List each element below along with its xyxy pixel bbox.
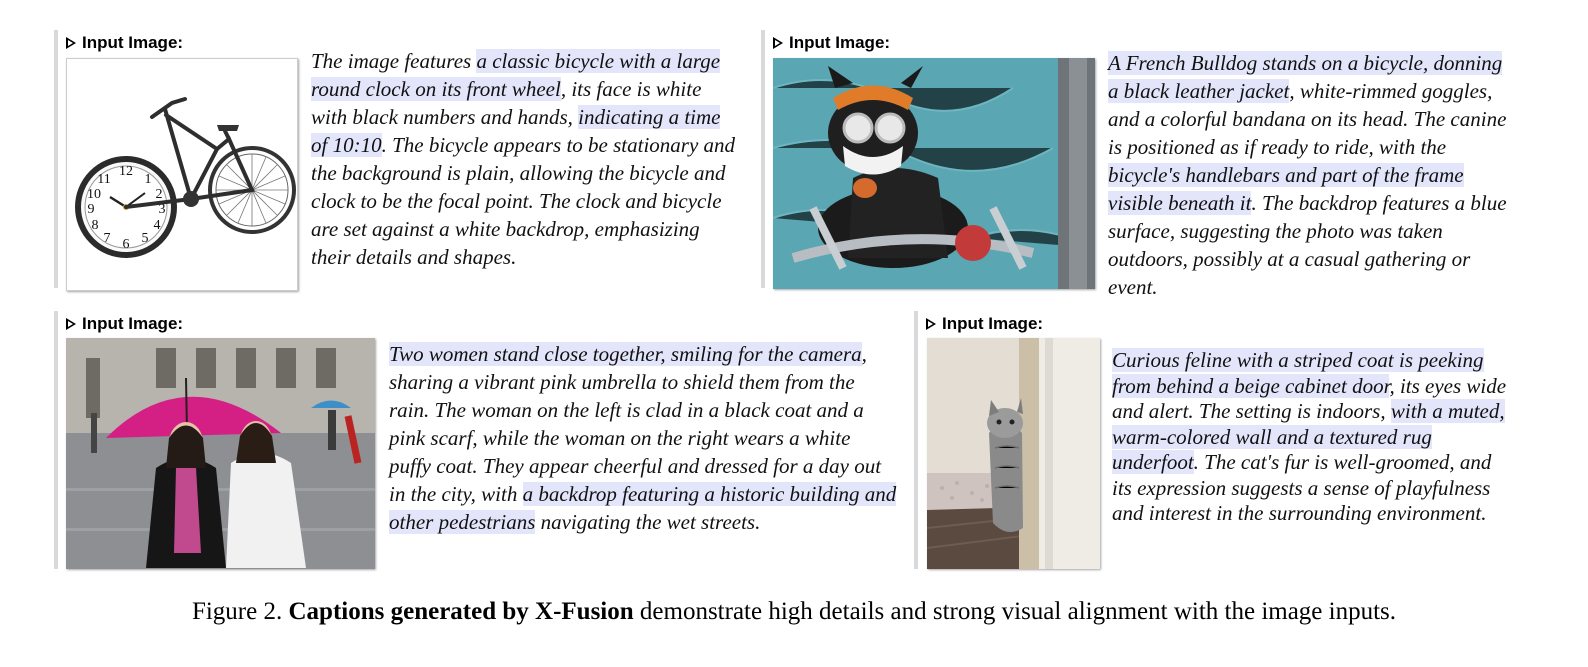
caption-segment: . The cat's fur is well-groomed, and its expression suggests a sense of playfulness and interest in the surrounding environment.: [1112, 450, 1492, 525]
svg-text:11: 11: [97, 172, 111, 187]
svg-text:5: 5: [141, 231, 149, 246]
caption-segment: . The bicycle appears to be stationary and the background is plain, allowing the bicycle and clock to be the focal point. The clock and bicycle are set against a white backdrop, emphasizing their details and shapes.: [311, 133, 736, 269]
caption-french-bulldog: [1108, 49, 1518, 301]
input-image-clock-bicycle: [66, 58, 298, 291]
svg-text:4: 4: [153, 218, 161, 233]
figure-caption-text: demonstrate high details and strong visual alignment with the image inputs.: [639, 598, 1397, 625]
caption-highlight: with a muted, warm-colored wall and a textured rug underfoot: [1112, 399, 1505, 474]
caption-segment: , its eyes wide and alert. The setting is indoors,: [1112, 373, 1507, 423]
caption-highlight: indicating a time of 10:10: [311, 105, 721, 157]
svg-text:10: 10: [87, 187, 101, 202]
caption-highlight: a classic bicycle with a large round clock on its front wheel: [311, 49, 721, 101]
input-image-label: Input Image:: [66, 33, 183, 53]
play-triangle-icon: [66, 37, 76, 49]
play-triangle-icon: [926, 318, 936, 330]
svg-text:7: 7: [103, 231, 111, 246]
caption-women-umbrella: [389, 340, 897, 536]
input-image-label: Input Image:: [66, 314, 183, 334]
svg-text:8: 8: [91, 218, 99, 233]
panel-women-umbrella: [54, 311, 900, 573]
play-triangle-icon: [773, 37, 783, 49]
input-image-label: Input Image:: [773, 33, 890, 53]
caption-segment: . The backdrop features a blue surface, suggesting the photo was taken outdoors, possibly at a casual gathering or event.: [1108, 191, 1507, 299]
caption-segment: , sharing a vibrant pink umbrella to shield them from the rain. The woman on the left is clad in a black coat and a pink scarf, while the woman on the right wears a white puffy coat. They appear cheerful and dressed for a day out in the city, with: [389, 342, 882, 506]
svg-text:2: 2: [155, 187, 163, 202]
caption-segment: navigating the wet streets.: [535, 510, 761, 534]
figure-caption: [0, 598, 1588, 626]
panel-divider: [54, 311, 58, 569]
svg-text:6: 6: [122, 237, 130, 252]
svg-text:1: 1: [144, 172, 152, 187]
svg-text:9: 9: [87, 202, 95, 217]
figure-caption-bold: Captions generated by X-Fusion: [288, 598, 634, 625]
panel-clock-bicycle: [54, 30, 744, 292]
caption-highlight: Curious feline with a striped coat is peeking from behind a beige cabinet door: [1112, 348, 1484, 398]
caption-segment: The image features: [311, 49, 477, 73]
panel-divider: [761, 30, 765, 288]
caption-highlight: A French Bulldog stands on a bicycle, donning a black leather jacket: [1108, 51, 1503, 103]
input-image-french-bulldog: [773, 58, 1095, 289]
input-image-cat: [927, 338, 1100, 569]
svg-text:12: 12: [119, 164, 133, 179]
svg-text:3: 3: [158, 202, 166, 217]
panel-french-bulldog: [761, 30, 1521, 302]
caption-cat: [1112, 348, 1516, 527]
caption-highlight: bicycle's handlebars and part of the frame visible beneath it: [1108, 163, 1464, 215]
caption-segment: , white-rimmed goggles, and a colorful bandana on its head. The canine is positioned as if ready to ride, with the: [1108, 79, 1507, 159]
panel-divider: [914, 311, 918, 569]
caption-highlight: a backdrop featuring a historic building and other pedestrians: [389, 482, 897, 534]
caption-highlight: Two women stand close together, smiling for the camera: [389, 342, 862, 366]
input-image-label: Input Image:: [926, 314, 1043, 334]
caption-clock-bicycle: [311, 47, 741, 271]
panel-cat: [914, 311, 1519, 573]
panel-divider: [54, 30, 58, 288]
input-image-women-umbrella: [66, 338, 375, 569]
play-triangle-icon: [66, 318, 76, 330]
caption-segment: , its face is white with black numbers and hands,: [311, 77, 702, 129]
figure-number: Figure 2.: [191, 598, 283, 625]
